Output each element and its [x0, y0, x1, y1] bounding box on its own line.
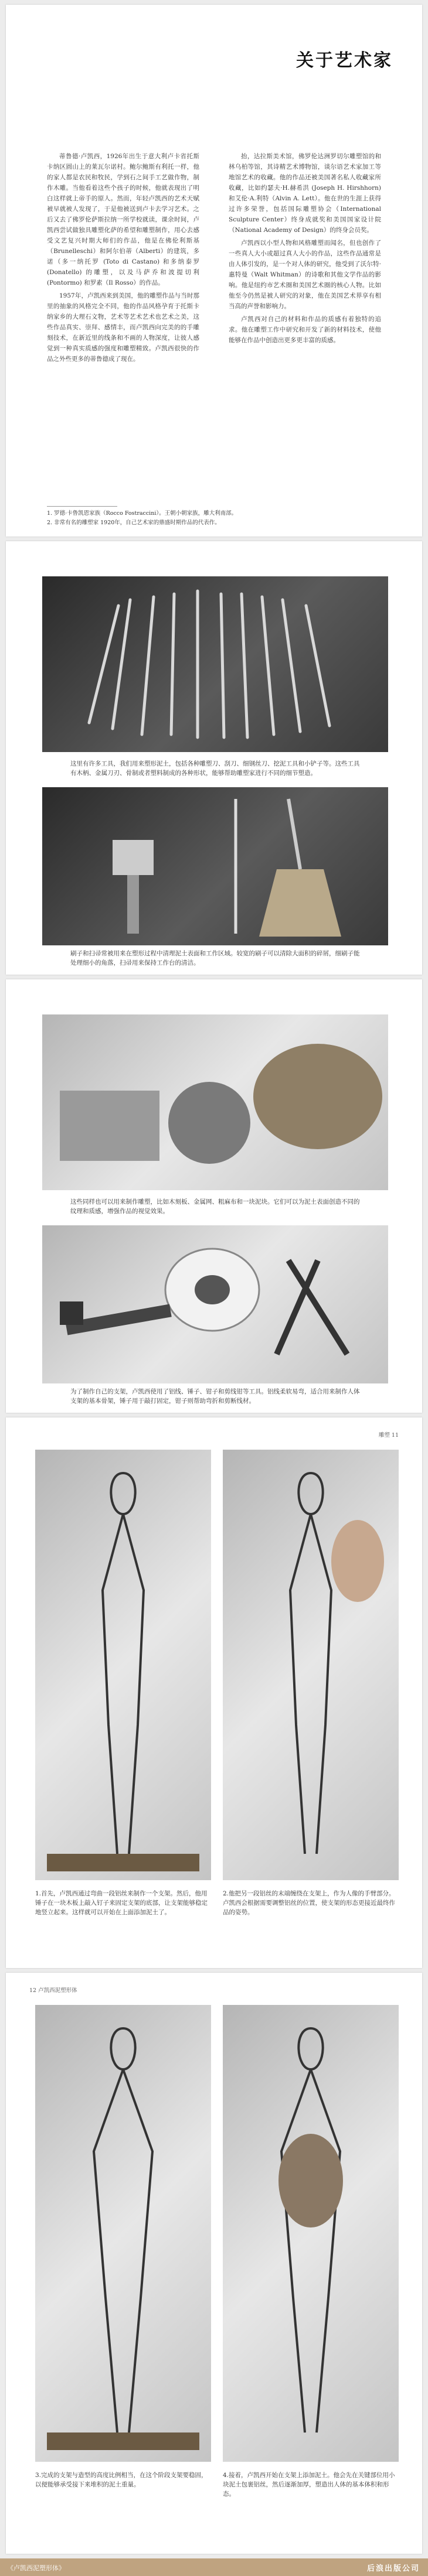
photo-step-1: [35, 1450, 211, 1880]
photo-caption: 这里有许多工具，我们用来塑形泥土，包括各种雕塑刀、刮刀、细钢丝刀、挖泥工具和小铲子等。这些工具有木柄、金属刀刃、骨制或者塑料制成的各种形状，能够帮助雕塑家进行不同的细节塑造。: [70, 760, 360, 777]
text-column-left: [47, 151, 199, 367]
page-tools: [6, 541, 422, 975]
photo-caption: 3.完成的支架与造型的高度比例相当，在这个阶段支架要稳固，以便能够承受接下来堆积的泥土重量。: [35, 2472, 208, 2488]
paragraph: 抬，达拉斯美术馆，佛罗伦达洲罗切尔雕塑馆的和林乌柏等馆，其诗精艺术博物馆，谈尔语艺术家加工等地馆艺术的收藏。他的作品还被美国著名私人收藏家所收藏，比如约瑟夫·H.赫希洪 (Joseph H. Hirshhorn) 和艾伦·A.利特（Alvin A. Lett）。他在世的生涯上获得过许多荣誉，包括国际雕塑协会（International Sculpture Center）终身成就奖和美国国家设计院（National Academy of Design）的终身会员奖。: [229, 153, 381, 234]
paragraph: 卢凯西对自己的材料和作品的质感有着独特的追求。他在雕塑工作中研究和开发了新的材料技术，使他能够在作品中创造出更多更丰富的质感。: [229, 316, 381, 344]
textures-illustration: [42, 1014, 388, 1190]
page-armature-steps-3-4: [6, 1973, 422, 2554]
armature-illustration: [35, 2005, 211, 2462]
photo-caption: 为了制作自己的支架，卢凯西使用了铝线、锤子、钳子和剪线钳等工具。铝线柔软易弯，适合用来制作人体支架的基本骨架，锤子用于敲打固定，钳子则帮助弯折和剪断线材。: [70, 1388, 360, 1405]
photo-brushes-broom: [42, 787, 388, 945]
book-title: 《卢凯西泥塑形体》: [7, 2564, 65, 2572]
page-armature-steps-1-2: [6, 1417, 422, 1968]
page-header: 12 卢凯西泥塑形体: [29, 1987, 77, 1994]
footnote-divider: [47, 506, 117, 507]
photo-caption: 4.接着，卢凯西开始在支架上添加泥土。他会先在关键部位用小块泥土包裹铝丝，然后逐渐加厚，塑造出人体的基本体积和形态。: [223, 2472, 395, 2498]
tools-illustration: [42, 576, 388, 752]
photo-step-2: [223, 1450, 399, 1880]
photo-textures: [42, 1014, 388, 1190]
clay-on-armature-illustration: [223, 2005, 399, 2462]
page-materials: [6, 979, 422, 1413]
paragraph: 卢凯西以小型人物和风格雕塑而闻名，但也创作了一些真人大小或超过真人大小的作品，这些作品通常是由人体引发的，是一个对人体的研究，他受到了沃尔特·惠特曼（Walt Whitman）的诗歌和其他文学作品的影响。他是纽约市艺术圈和美国艺术圈的核心人物。比如他至今仍然是被人研究的对象，他在美国艺术界享有相当高的声誉和影响力。: [229, 240, 381, 310]
photo-sculpting-tools: [42, 576, 388, 752]
paragraph: 1957年，卢凯西来到美国，他的雕塑作品与当时那里的抽象的风格完全不同，他的作品风格孕育于托斯卡纳家乡的大理石文物，艺术等艺术艺术也艺术之美，这些作品真实、崇拜、感情丰，而卢凯西向完美的的手雕刻技术，在新近里的线条和不画的人物深度，让彼人感觉到一种真实质感的强度和雕塑精致。卢凯西很快的作品之外些更多的蒂鲁德成了现在。: [47, 292, 199, 363]
photo-step-3: [35, 2005, 211, 2462]
hand-bending-wire-illustration: [223, 1450, 399, 1880]
photo-step-4: [223, 2005, 399, 2462]
photo-caption: 刷子和扫帚常被用来在塑形过程中清理泥土表面和工作区域。较宽的刷子可以清除大面积的碎屑，细刷子能处理细小的角落，扫帚用来保持工作台的清洁。: [70, 950, 360, 966]
footnote: 2. 非常有名的雕塑家 1920年，自己艺术家的鼎盛时期作品的代表作。: [47, 520, 220, 526]
brushes-illustration: [42, 787, 388, 945]
armature-illustration: [35, 1450, 211, 1880]
paragraph: 蒂鲁德·卢凯西，1926年出生于意大利卢卡省托斯卡纳区圆山上的莱瓦尔诺村。鲍尔鲍斯有利托一样，他的家人都是农民和牧民，学到石之间手工艺做作物，制作木雕。当他看着这些个孩子的时候，他就表现出了明白这样就上帝手的原人。然而，年轻卢凯西的艺术天赋被早就被人发现了，于是他被送到卢卡去学习艺术。之后又去了佛罗伦萨斯拉纳一所学校就读，课余时间，卢凯西尝试做独具雕塑化萨的希望和雕塑制作，用心去感受文艺复兴时期大师们的作品，他是在佛伦利斯基（Brunelleschi）和阿尔伯蒂（Alberti）的建筑，多诺（多一纳托罗 (Toto di Castano) 和多纳泰罗 (Donatello) 的雕塑，以及马萨乔和波提切利 (Pontormo) 和罗素（Il Rosso）的作品。: [47, 153, 199, 286]
photo-caption: 1.首先，卢凯西通过弯曲一段铝丝来制作一个支架。然后，他用锤子在一块木板上敲入钉子来固定支架的底部，让支架能够稳定地竖立起来。这样就可以开始在上面添加泥土了。: [35, 1890, 208, 1916]
publisher-name: 后浪出版公司: [366, 2564, 420, 2573]
text-column-right: [229, 151, 381, 348]
page-about-artist: [6, 5, 422, 537]
photo-caption: 这些同样也可以用来制作雕塑，比如木刻板、金属网、粗麻布和一块泥块。它们可以为泥土表面创造不同的纹理和质感，增强作品的视觉效果。: [70, 1198, 360, 1215]
photo-wire-hammer-pliers: [42, 1225, 388, 1383]
footer-bar: [0, 2558, 428, 2576]
page-title: 关于艺术家: [296, 50, 393, 71]
page-header: 雕塑 11: [378, 1432, 399, 1439]
wire-tools-illustration: [42, 1225, 388, 1383]
footnote: 1. 罗德·卡鲁凯恩家族（Rocco Fostraccini）。王朝小朝家族，雕大利南部。: [47, 510, 237, 517]
photo-caption: 2.他把另一段铝丝的末端缠绕在支架上，作为人像的手臂部分。卢凯西会根据需要调整铝丝的位置，使支架的形态更接近最终作品的姿势。: [223, 1890, 395, 1916]
